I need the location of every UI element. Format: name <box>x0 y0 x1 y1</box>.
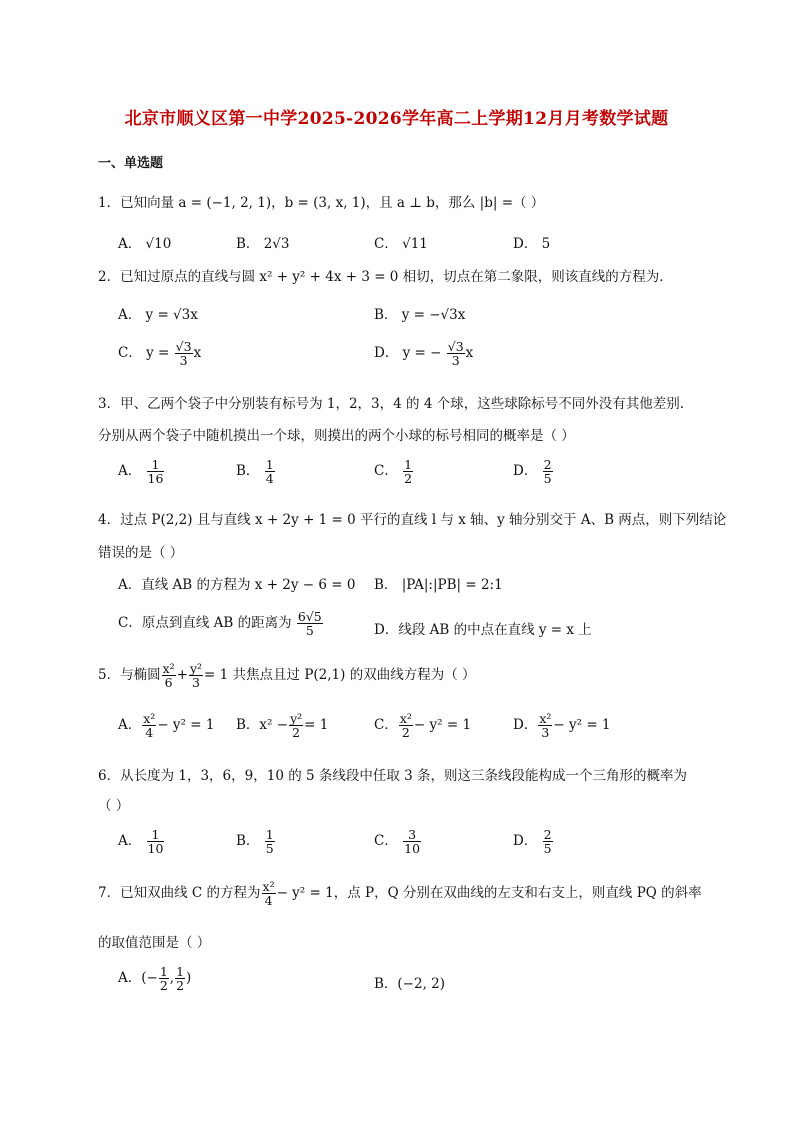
q5-e1-num: x² <box>162 661 175 676</box>
q5-plus: + <box>176 667 188 684</box>
q2-d-den: 3 <box>451 353 460 369</box>
q4-option-d: D．线段 AB 的中点在直线 y = x 上 <box>374 622 592 638</box>
question-5-stem <box>98 662 476 689</box>
q6-a-den: 10 <box>147 841 164 857</box>
q6-option-d <box>513 828 554 855</box>
q6-d-den: 5 <box>543 841 552 857</box>
q6-a-label: A． <box>118 833 142 850</box>
q6-a-num: 1 <box>147 828 165 842</box>
q3-b-den: 4 <box>265 471 274 487</box>
q3-a-fraction <box>147 458 165 485</box>
q5-ellipse-term-1 <box>162 662 176 689</box>
q2-d-prefix: D． y = − <box>374 345 442 362</box>
q5-c-num: x² <box>399 711 412 726</box>
q5-a-fraction <box>142 712 156 739</box>
q1-option-a: A． √10 <box>118 236 172 252</box>
q7-a-pre: (− <box>141 970 158 987</box>
q3-c-label: C． <box>374 463 398 480</box>
q7-stem-prefix: 7．已知双曲线 C 的方程为 <box>98 885 261 902</box>
q2-option-d <box>374 340 473 367</box>
q5-a-num: x² <box>143 711 156 726</box>
question-4-stem-line-2: 错误的是（ ） <box>98 545 184 561</box>
q7-e-num: x² <box>262 879 275 894</box>
q3-a-num: 1 <box>147 458 165 472</box>
section-heading: 一、单选题 <box>98 156 164 171</box>
q5-b-label: B． <box>236 717 260 734</box>
q6-c-den: 10 <box>404 841 421 857</box>
q4-option-b: B． |PA|:|PB| = 2:1 <box>374 577 503 593</box>
q2-d-num: √3 <box>447 339 464 354</box>
q5-a-den: 4 <box>145 725 154 741</box>
question-6-stem-line-2: （ ） <box>98 798 130 814</box>
q5-a-rest: − y² = 1 <box>157 717 215 734</box>
q5-b-fraction <box>289 712 303 739</box>
q6-d-fraction <box>543 828 553 855</box>
q2-c-suffix: x <box>193 345 202 362</box>
q3-option-c <box>374 458 414 485</box>
q3-c-num: 1 <box>404 457 413 472</box>
q2-option-b: B． y = −√3x <box>374 307 466 323</box>
q1-option-b: B． 2√3 <box>236 236 290 252</box>
q5-c-rest: − y² = 1 <box>413 717 472 734</box>
q4-c-num: 6√5 <box>297 609 322 624</box>
q3-c-fraction <box>403 458 413 485</box>
q7-hyperbola-term <box>262 880 276 907</box>
q5-d-den: 3 <box>541 725 550 741</box>
q7-a-fraction-2 <box>175 965 185 992</box>
q1-option-d: D． 5 <box>513 236 551 252</box>
question-6-stem-line-1: 6．从长度为 1，3，6，9，10 的 5 条线段中任取 3 条，则这三条线段能构成一个三角形的概率为 <box>98 768 688 784</box>
q5-d-num: x² <box>539 711 552 726</box>
q7-option-a <box>118 965 191 992</box>
q3-d-label: D． <box>513 463 538 480</box>
q5-e1-den: 6 <box>164 675 173 691</box>
q2-option-c <box>118 340 201 367</box>
q5-a-label: A． <box>118 717 142 734</box>
q2-c-fraction <box>175 340 193 367</box>
q2-c-prefix: C． y = <box>118 345 170 362</box>
q3-b-label: B． <box>236 463 260 480</box>
q2-d-suffix: x <box>465 345 474 362</box>
q7-a-den-2: 2 <box>176 978 185 994</box>
q7-option-b: B．(−2, 2) <box>374 976 446 992</box>
q2-c-den: 3 <box>179 353 188 369</box>
q3-option-d <box>513 458 554 485</box>
question-7-stem-line-2: 的取值范围是（ ） <box>98 935 211 951</box>
q6-c-label: C． <box>374 833 398 850</box>
q5-e2-num: y² <box>189 661 203 676</box>
q5-stem-suffix: = 1 共焦点且过 P(2,1) 的双曲线方程为（ ） <box>204 667 476 684</box>
q6-a-fraction <box>147 828 165 855</box>
q3-d-num: 2 <box>543 457 552 472</box>
q3-option-b <box>236 458 276 485</box>
q5-c-den: 2 <box>401 725 410 741</box>
q5-ellipse-term-2 <box>189 662 203 689</box>
q4-c-fraction <box>297 610 323 637</box>
q3-option-a <box>118 458 165 485</box>
q6-option-b <box>236 828 276 855</box>
question-7-stem-line-1 <box>98 880 702 907</box>
q7-a-fraction-1 <box>159 965 169 992</box>
q4-option-c <box>118 610 324 637</box>
q5-c-fraction <box>399 712 413 739</box>
q5-b-den: 2 <box>292 725 301 741</box>
q5-option-c <box>374 712 471 739</box>
q2-c-num: √3 <box>175 339 192 354</box>
q4-option-a: A．直线 AB 的方程为 x + 2y − 6 = 0 <box>118 577 356 593</box>
q7-a-post: ) <box>186 970 192 987</box>
q6-b-den: 5 <box>265 841 274 857</box>
q7-stem-suffix: − y² = 1，点 P，Q 分别在双曲线的左支和右支上，则直线 PQ 的斜率 <box>276 885 702 902</box>
q3-b-fraction <box>265 458 275 485</box>
q1-option-c: C． √11 <box>374 236 428 252</box>
q4-c-prefix: C．原点到直线 AB 的距离为 <box>118 615 292 632</box>
q5-b-pre: x² − <box>259 717 289 734</box>
q3-a-den: 16 <box>147 471 164 487</box>
q6-option-c <box>374 828 422 855</box>
q5-option-a <box>118 712 214 739</box>
q5-d-rest: − y² = 1 <box>553 717 611 734</box>
q4-c-den: 5 <box>305 623 314 639</box>
q3-b-num: 1 <box>265 457 274 472</box>
q2-option-a: A． y = √3x <box>118 307 198 323</box>
q3-d-den: 5 <box>543 471 552 487</box>
q5-c-label: C． <box>374 717 398 734</box>
q5-stem-prefix: 5．与椭圆 <box>98 667 161 684</box>
q6-d-num: 2 <box>543 827 552 842</box>
q3-c-den: 2 <box>404 471 413 487</box>
question-3-stem-line-2: 分别从两个袋子中随机摸出一个球，则摸出的两个小球的标号相同的概率是（ ） <box>98 428 575 444</box>
q6-b-num: 1 <box>265 827 274 842</box>
q5-d-label: D． <box>513 717 538 734</box>
q7-a-label: A． <box>118 970 142 987</box>
q7-e-den: 4 <box>264 893 273 909</box>
question-3-stem-line-1: 3．甲、乙两个袋子中分别装有标号为 1，2，3，4 的 4 个球，这些球除标号不同外没有其他差别. <box>98 396 684 412</box>
q5-b-rest: = 1 <box>304 717 329 734</box>
q3-d-fraction <box>543 458 553 485</box>
page-title: 北京市顺义区第一中学2025-2026学年高二上学期12月月考数学试题 <box>124 109 669 129</box>
question-4-stem-line-1: 4．过点 P(2,2) 且与直线 x + 2y + 1 = 0 平行的直线 l 与 x 轴、y 轴分别交于 A、B 两点，则下列结论 <box>98 512 727 528</box>
q2-d-fraction <box>447 340 465 367</box>
q5-b-num: y² <box>290 711 303 726</box>
q5-d-fraction <box>538 712 552 739</box>
q5-option-d <box>513 712 611 739</box>
q7-a-num-2: 1 <box>176 964 185 979</box>
q6-b-label: B． <box>236 833 260 850</box>
q6-c-num: 3 <box>403 828 421 842</box>
question-1-stem: 1．已知向量 a = (−1, 2, 1)，b = (3, x, 1)，且 a ⊥ b，那么 |b| =（ ） <box>98 195 545 211</box>
q7-a-den-1: 2 <box>159 978 168 994</box>
q3-a-label: A． <box>118 463 142 480</box>
q6-option-a <box>118 828 165 855</box>
q5-option-b <box>236 712 328 739</box>
q6-c-fraction <box>403 828 421 855</box>
q6-b-fraction <box>265 828 275 855</box>
q6-d-label: D． <box>513 833 538 850</box>
q5-e2-den: 3 <box>192 675 200 691</box>
q7-a-num-1: 1 <box>159 964 168 979</box>
q7-a-mid: , <box>169 970 175 987</box>
question-2-stem: 2．已知过原点的直线与圆 x² + y² + 4x + 3 = 0 相切，切点在第二象限，则该直线的方程为． <box>98 269 673 285</box>
